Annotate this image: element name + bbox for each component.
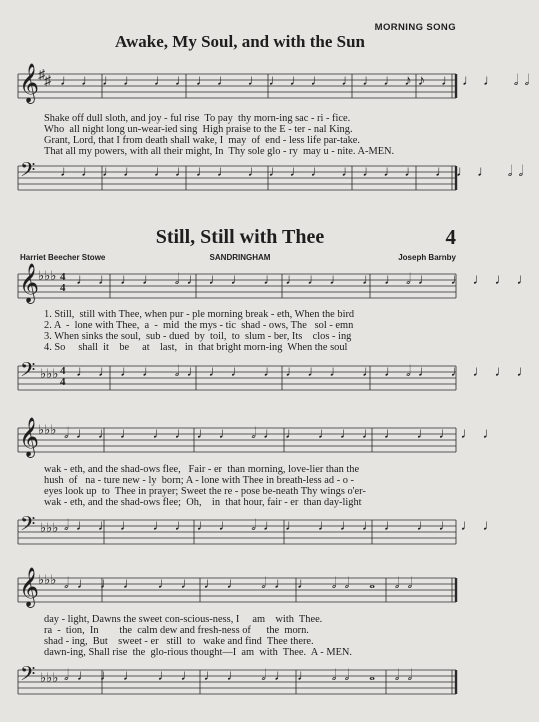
flat-icon: ♭♭♭ xyxy=(38,572,57,587)
lyric-line: 1. Still, still with Thee, when pur - ple morning break - eth, When the bird xyxy=(44,309,355,320)
composer-credit: Joseph Barnby xyxy=(398,253,456,262)
lyric-line: hush of na - ture new - ly born; A - lone with Thee in breath-less ad - o - xyxy=(44,475,355,486)
time-signature: 4 4 xyxy=(60,271,66,294)
treble-clef-icon: 𝄞 xyxy=(19,419,40,456)
hymn-title-still: Still, Still with Thee xyxy=(155,226,325,248)
notes-system-b3-treble: 𝅗𝅥♩♩♩ ♩♩♩♩ 𝅗𝅥♩♩ 𝅗𝅥𝅗𝅥 𝅝 𝅗𝅥𝅗𝅥 xyxy=(64,576,421,592)
lyric-line: ra - tion, In the calm dew and fresh-ness of the morn. xyxy=(44,625,309,636)
lyric-line: 2. A - lone with Thee, a - mid the mys - tic shad - ows, The sol - emn xyxy=(44,320,354,331)
lyric-line: Who all night long un-wear-ied sing High praise to the E - ter - nal King. xyxy=(44,124,353,135)
lyric-line: dawn-ing, Shall rise the glo-rious thought—I am with Thee. A - MEN. xyxy=(44,647,353,658)
notes-system-b1-bass: ♩♩♩♩ 𝅗𝅥♩♩♩ ♩♩♩♩ ♩♩𝅗𝅥♩ ♩♩♩♩ xyxy=(76,364,539,380)
treble-clef-icon: 𝄞 xyxy=(19,569,40,606)
flat-icon: ♭♭♭ xyxy=(40,366,59,381)
lyric-line: Grant, Lord, that I from death shall wake, I may of end - less life par-take. xyxy=(44,135,361,146)
flat-icon: ♭♭♭ xyxy=(38,422,57,437)
treble-clef-icon: 𝄞 xyxy=(19,65,40,102)
notes-system-a-bass: ♩♩♩♩ ♩♩♩♩ ♩♩♩♩ ♩♩♩♩ ♩♩♩ 𝅗𝅥𝅗𝅥 xyxy=(60,164,530,180)
lyric-line: shad - ing, But sweet - er still to wake and find Thee there. xyxy=(44,636,314,647)
treble-clef-icon: 𝄞 xyxy=(19,265,40,302)
hymn-title-awake: Awake, My Soul, and with the Sun xyxy=(114,32,366,51)
lyric-line: wak - eth, and the shad-ows flee, Fair - er than morning, love-lier than the xyxy=(44,464,360,475)
lyric-line: eyes look up to Thee in prayer; Sweet the re - pose be-neath Thy wings o'er- xyxy=(44,486,366,497)
author-credit: Harriet Beecher Stowe xyxy=(20,253,106,262)
hymn-number: 4 xyxy=(445,225,456,249)
flat-icon: ♭♭♭ xyxy=(38,268,57,283)
bass-clef-icon: 𝄢 xyxy=(20,160,36,186)
bass-clef-icon: 𝄢 xyxy=(20,514,36,540)
lyric-line: day - light, Dawns the sweet con-scious-ness, I am with Thee. xyxy=(44,614,323,625)
sharp-icon: ♯ xyxy=(38,68,45,83)
notes-system-b3-bass: 𝅗𝅥♩♩♩ ♩♩♩♩ 𝅗𝅥♩♩ 𝅗𝅥𝅗𝅥 𝅝 𝅗𝅥𝅗𝅥 xyxy=(64,668,421,684)
bass-clef-icon: 𝄢 xyxy=(20,360,36,386)
notes-system-b2-bass: 𝅗𝅥♩♩♩ ♩♩♩♩ 𝅗𝅥♩♩ ♩♩♩♩ ♩♩♩♩ xyxy=(64,518,505,534)
lyric-line: Shake off dull sloth, and joy - ful rise To pay thy morn-ing sac - ri - fice. xyxy=(44,113,351,124)
sharp-icon: ♯ xyxy=(44,74,51,89)
flat-icon: ♭♭♭ xyxy=(40,520,59,535)
notes-system-a-treble: ♩♩♩♩ ♩♩♩♩ ♩♩♩♩ ♩♩♩♪♪ ♩♩♩ 𝅗𝅥𝅗𝅥 xyxy=(60,73,536,89)
section-heading: MORNING SONG xyxy=(374,22,456,33)
lyric-line: 4. So shall it be at last, in that bright morn-ing When the soul xyxy=(44,342,348,353)
lyric-line: wak - eth, and the shad-ows flee; Oh, in that hour, fair - er than day-light xyxy=(44,497,362,508)
notes-system-b1-treble: ♩♩♩♩ 𝅗𝅥♩♩♩ ♩♩♩♩ ♩♩𝅗𝅥♩ ♩♩♩♩ xyxy=(76,272,539,288)
notes-system-b2-treble: 𝅗𝅥♩♩♩ ♩♩♩♩ 𝅗𝅥♩♩ ♩♩♩♩ ♩♩♩♩ xyxy=(64,426,505,442)
lyric-line: 3. When sinks the soul, sub - dued by toil, to slum - ber, Its clos - ing xyxy=(44,331,352,342)
lyric-line: That all my powers, with all their might, In Thy sole glo - ry may u - nite. A-MEN. xyxy=(44,146,395,157)
tune-name: SANDRINGHAM xyxy=(209,253,271,262)
time-signature: 4 4 xyxy=(60,365,66,388)
bass-clef-icon: 𝄢 xyxy=(20,664,36,690)
flat-icon: ♭♭♭ xyxy=(40,670,59,685)
